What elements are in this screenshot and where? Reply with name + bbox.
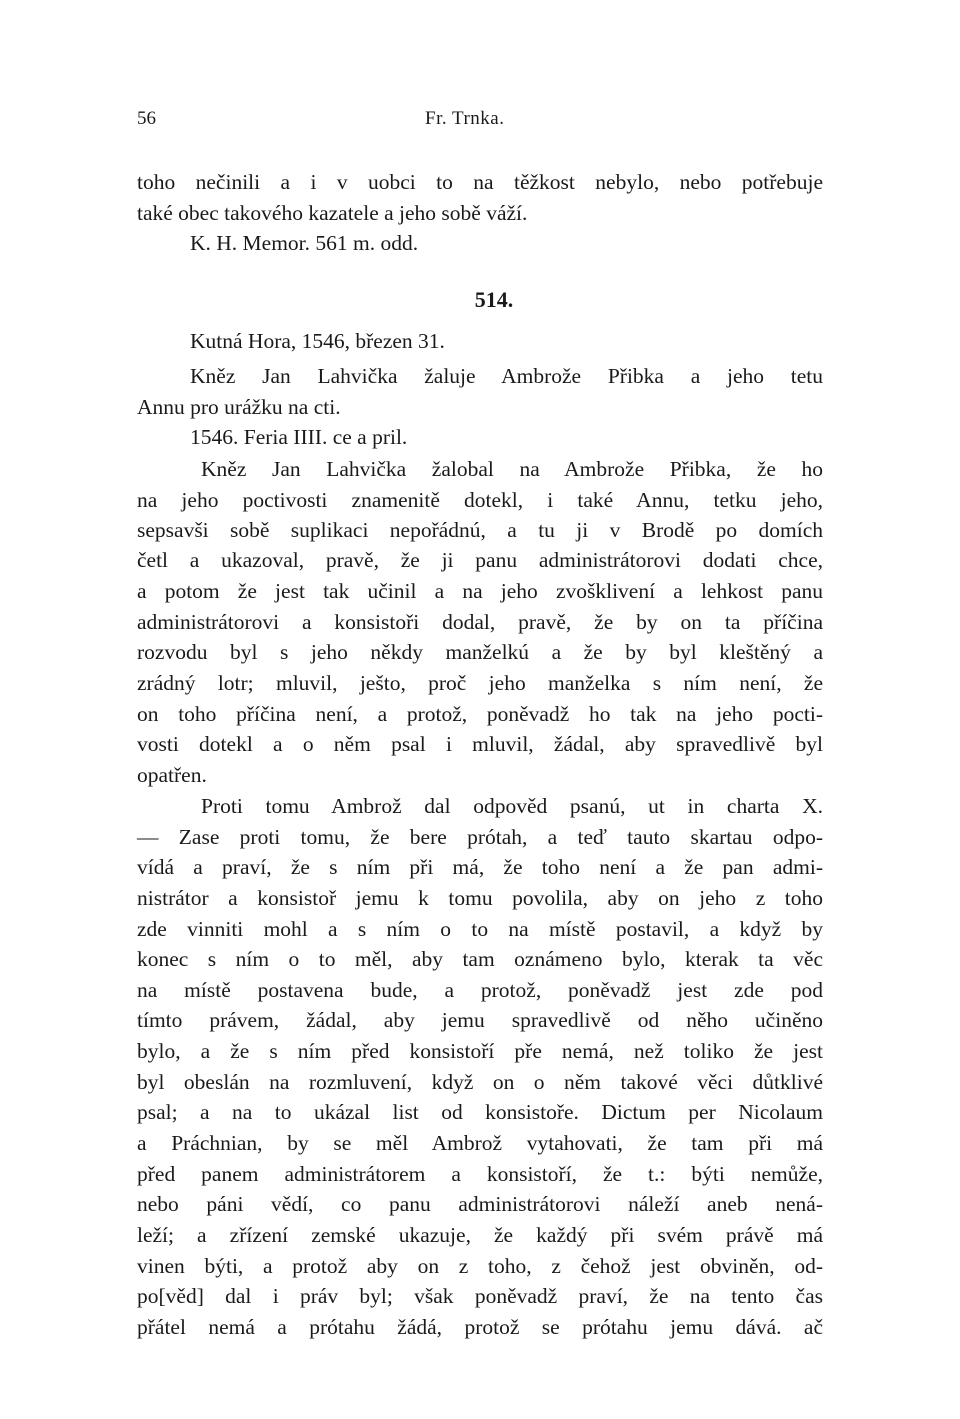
text-line: Proti tomu Ambrož dal odpověd psanú, ut in charta X. <box>201 794 823 818</box>
text-line: konec s ním o to měl, aby tam oznámeno bylo, kterak ta věc <box>137 947 823 971</box>
text-line: psal; a na to ukázal list od konsistoře. Dictum per Nicolaum <box>137 1100 823 1124</box>
place-date: Kutná Hora, 1546, březen 31. <box>190 329 445 353</box>
text-line: leží; a zřízení zemské ukazuje, že každý při svém právě má <box>137 1223 823 1247</box>
text-line: zrádný lotr; mluvil, ješto, proč jeho manželka s ním není, že <box>137 671 823 695</box>
text-line: četl a ukazoval, pravě, že ji panu administrátorovi dodati chce, <box>137 548 823 572</box>
text-line: vinen býti, a protož aby on z toho, z čehož jest obviněn, od- <box>137 1254 823 1278</box>
text-line: na místě postavena bude, a protož, poněvadž jest zde pod <box>137 978 823 1002</box>
text-line: po[věd] dal i práv byl; však poněvadž praví, že na tento čas <box>137 1284 823 1308</box>
text-line: administrátorovi a konsistoři dodal, pravě, že by on ta příčina <box>137 610 823 634</box>
date-line: 1546. Feria IIII. ce a pril. <box>190 425 408 449</box>
text-line: nebo páni vědí, co panu administrátorovi náleží aneb nená- <box>137 1192 823 1216</box>
text-line: — Zase proti tomu, že bere prótah, a teď tauto skartau odpo- <box>137 825 823 849</box>
summary-line: Annu pro urážku na cti. <box>137 395 341 419</box>
text-line: nistrátor a konsistoř jemu k tomu povolila, aby on jeho z toho <box>137 886 823 910</box>
text-line: přátel nemá a prótahu žádá, protož se prótahu jemu dává. ač <box>137 1315 823 1339</box>
text-line: Kněz Jan Lahvička žalobal na Ambrože Přibka, že ho <box>201 457 823 481</box>
running-title: Fr. Trnka. <box>425 108 505 129</box>
text-line: a potom že jest tak učinil a na jeho zvošklivení a lehkost panu <box>137 579 823 603</box>
text-line: na jeho poctivosti znamenitě dotekl, i také Annu, tetku jeho, <box>137 488 823 512</box>
source-note: K. H. Memor. 561 m. odd. <box>190 231 419 255</box>
running-head <box>137 108 823 138</box>
text-line: vídá a praví, že s ním při má, že toho není a že pan admi- <box>137 855 823 879</box>
page-number: 56 <box>137 108 156 129</box>
text-line: a Práchnian, by se měl Ambrož vytahovati, že tam při má <box>137 1131 823 1155</box>
text-line: sepsavši sobě suplikaci nepořádnú, a tu ji v Brodě po domích <box>137 518 823 542</box>
text-line: byl obeslán na rozmluvení, když on o něm takové věci důtklivé <box>137 1070 823 1094</box>
continuation-line: toho nečinili a i v uobci to na těžkost nebylo, nebo potřebuje <box>137 170 823 194</box>
text-line: před panem administrátorem a konsistoří, že t.: býti nemůže, <box>137 1162 823 1186</box>
text-line: rozvodu byl s jeho někdy manželkú a že by byl kleštěný a <box>137 640 823 664</box>
text-line: opatřen. <box>137 763 207 787</box>
text-line: vosti dotekl a o něm psal i mluvil, žádal, aby spravedlivě byl <box>137 732 823 756</box>
continuation-line: také obec takového kazatele a jeho sobě váží. <box>137 201 528 225</box>
text-line: zde vinniti mohl a s ním o to na místě postavil, a když by <box>137 917 823 941</box>
summary-line: Kněz Jan Lahvička žaluje Ambrože Přibka a jeho tetu <box>190 364 823 388</box>
document-number: 514. <box>474 287 514 312</box>
text-line: tímto právem, žádal, aby jemu spravedlivě od něho učiněno <box>137 1008 823 1032</box>
text-line: bylo, a že s ním před konsistoří pře nemá, než toliko že jest <box>137 1039 823 1063</box>
text-line: on toho příčina není, a protož, poněvadž ho tak na jeho pocti- <box>137 702 823 726</box>
